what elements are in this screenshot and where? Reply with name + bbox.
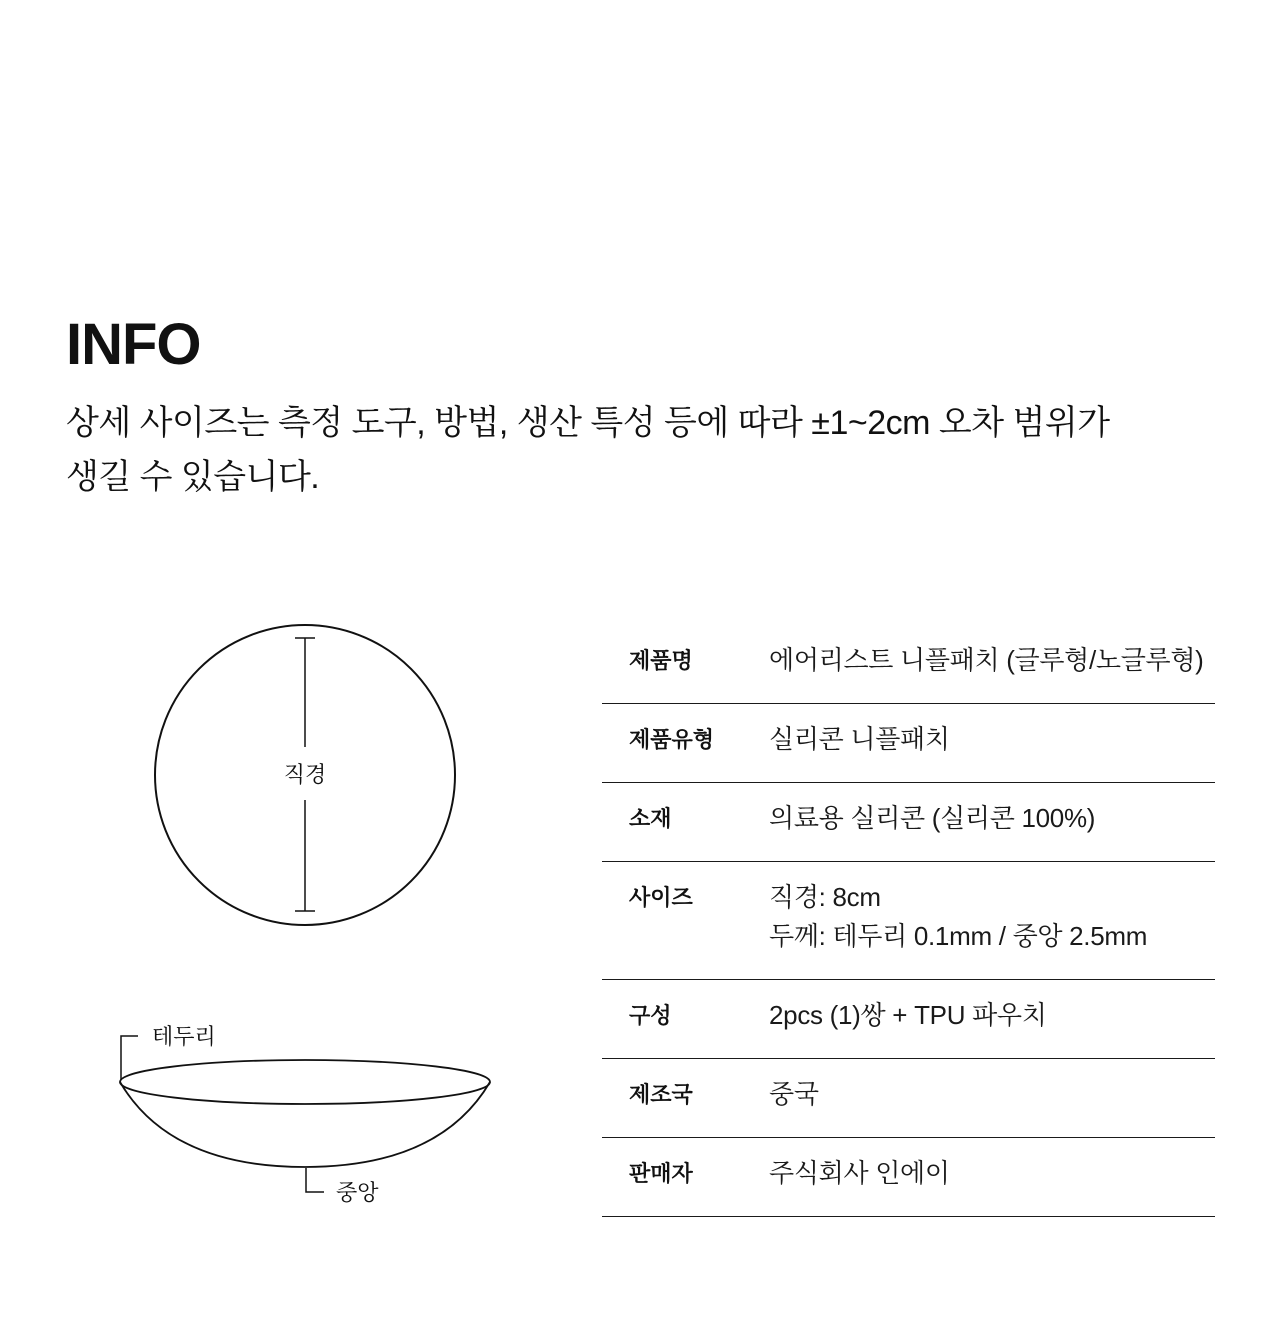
spec-value-text: 의료용 실리콘 (실리콘 100%) [769, 803, 1096, 833]
spec-value-text: 두께: 테두리 0.1mm / 중앙 2.5mm [769, 921, 1148, 951]
center-label: 중앙 [336, 1180, 379, 1205]
spec-row-composition [602, 980, 1215, 1059]
spec-row-product-type [602, 704, 1215, 783]
spec-value [769, 1154, 1215, 1216]
spec-row-seller [602, 1138, 1215, 1217]
spec-table [602, 625, 1215, 1217]
spec-value [769, 641, 1215, 703]
spec-value [769, 720, 1215, 782]
side-view-bowl [120, 1082, 490, 1167]
disclaimer-line-1: 상세 사이즈는 측정 도구, 방법, 생산 특성 등에 따라 ±1~2cm 오차 범위가 [66, 404, 1110, 442]
side-view-rim [120, 1060, 490, 1104]
spec-value [769, 878, 1215, 979]
diameter-label: 직경 [283, 762, 327, 787]
page-title: INFO [66, 312, 201, 377]
spec-value [769, 1075, 1215, 1137]
center-callout-line [306, 1168, 324, 1192]
edge-label: 테두리 [152, 1024, 216, 1049]
spec-label: 제품명 [629, 648, 693, 673]
size-disclaimer [66, 396, 1186, 504]
spec-label: 구성 [629, 1003, 672, 1028]
spec-label: 판매자 [629, 1161, 693, 1186]
spec-label: 사이즈 [629, 885, 693, 910]
spec-value-text: 실리콘 니플패치 [769, 724, 950, 754]
disclaimer-line-2: 생길 수 있습니다. [66, 458, 320, 496]
spec-row-origin [602, 1059, 1215, 1138]
spec-label: 소재 [629, 806, 672, 831]
product-diagram [0, 600, 600, 1220]
spec-value [769, 799, 1215, 861]
spec-row-product-name [602, 625, 1215, 704]
spec-value-text: 직경: 8cm [769, 882, 881, 912]
spec-label: 제조국 [629, 1082, 693, 1107]
spec-row-material [602, 783, 1215, 862]
spec-value-text: 중국 [769, 1079, 819, 1109]
spec-value [769, 996, 1215, 1058]
spec-value-text: 주식회사 인에이 [769, 1158, 950, 1188]
spec-row-size [602, 862, 1215, 980]
spec-label: 제품유형 [629, 727, 715, 752]
spec-value-text: 에어리스트 니플패치 (글루형/노글루형) [769, 645, 1204, 675]
spec-value-text: 2pcs (1)쌍 + TPU 파우치 [769, 1000, 1047, 1030]
